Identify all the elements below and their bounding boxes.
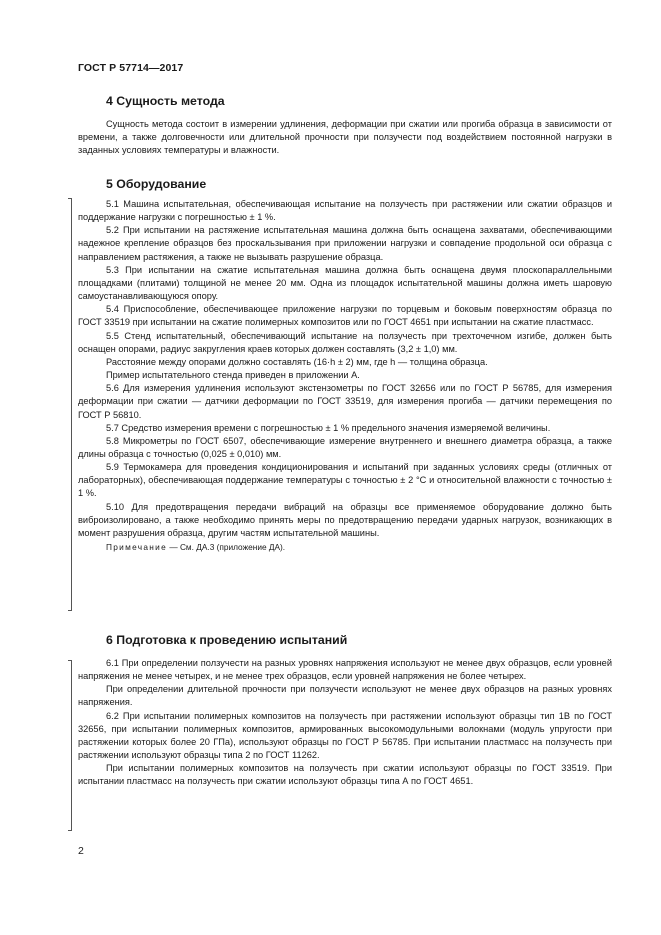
section-5-title: 5 Оборудование xyxy=(106,177,207,191)
clause-6-2-compression: При испытании полимерных композитов на ползучесть при сжатии используют образцы по ГОСТ 33519. При испытании пластмасс на ползучесть при сжатии используют образцы типа А по ГОСТ 4651. xyxy=(78,763,612,787)
clause-5-4: 5.4 Приспособление, обеспечивающее приложение нагрузки по торцевым и боковым поверхностям образца по ГОСТ 33519 при испытании на сжатие полимерных композитов или по ГОСТ 4651 при испытании на сжатие пластмасс. xyxy=(78,304,612,328)
document-header: ГОСТ Р 57714—2017 xyxy=(78,62,184,74)
section-4-text: Сущность метода состоит в измерении удлинения, деформации при сжатии или прогиба образца в зависимости от времени, а также долговечности или длительной прочности при ползучести под воздействием постоянной нагрузки в заданных условиях температуры и влажности. xyxy=(78,119,612,156)
clause-5-6: 5.6 Для измерения удлинения используют экстензометры по ГОСТ 32656 или по ГОСТ Р 56785, для измерения деформации при сжатии — датчики деформации по ГОСТ 33519, для измерения прогиба — датчики перемещения по ГОСТ Р 56810. xyxy=(78,383,612,420)
clause-5-5-spacing: Расстояние между опорами должно составлять (16·h ± 2) мм, где h — толщина образца. xyxy=(106,356,488,367)
note-text: — См. ДА.3 (приложение ДА). xyxy=(167,542,286,553)
change-bar-top-mark-2 xyxy=(68,660,72,661)
clause-5-5: 5.5 Стенд испытательный, обеспечивающий испытание на ползучесть при трехточечном изгибе, должен быть оснащен опорами, радиус закругления краев которых должен составлять (3,2 ± 1,0) мм. xyxy=(78,330,612,354)
change-bar-section-5 xyxy=(71,198,72,610)
change-bar-bottom-mark-2 xyxy=(68,830,72,831)
section-6 xyxy=(78,632,612,789)
clause-5-9: 5.9 Термокамера для проведения кондиционирования и испытаний при заданных условиях среды (отличных от лабораторных), обеспечивающая поддержание температуры с точностью ± 2 °С и относительной влажности с точностью ± 1 %. xyxy=(78,462,612,499)
clause-5-10: 5.10 Для предотвращения передачи вибраций на образцы все применяемое оборудование должно быть виброизолировано, а также необходимо принять меры по предотвращению передачи ударных нагрузок, возникающих в момент разрушения образца, другим частям испытательной машины. xyxy=(78,501,612,538)
clause-5-3: 5.3 При испытании на сжатие испытательная машина должна быть оснащена двумя плоскопараллельными площадками (плитами) толщиной не менее 20 мм. Одна из площадок испытательной машины должна иметь шаровую самоустанавливающуюся опору. xyxy=(78,264,612,302)
note xyxy=(78,541,612,554)
section-6-title: 6 Подготовка к проведению испытаний xyxy=(106,633,348,647)
section-4-title: 4 Сущность метода xyxy=(106,94,225,108)
clause-6-1: 6.1 При определении ползучести на разных уровнях напряжения используют не менее двух образцов, если уровней напряжения не менее четырех, и не менее трех образцов, если уровней напряжения не более четырех. xyxy=(78,658,612,682)
clause-5-8: 5.8 Микрометры по ГОСТ 6507, обеспечивающие измерение внутреннего и внешнего диаметра образца, а также длины образца с точностью (0,025 ± 0,010) мм. xyxy=(78,435,612,459)
clause-5-7: 5.7 Средство измерения времени с погрешностью ± 1 % предельного значения измеряемой величины. xyxy=(106,422,551,433)
clause-5-1: 5.1 Машина испытательная, обеспечивающая испытание на ползучесть при растяжении или сжатии образцов и поддержание нагрузки с погрешностью ± 1 %. xyxy=(78,199,612,223)
change-bar-bottom-mark xyxy=(68,610,72,611)
section-5 xyxy=(78,176,612,554)
clause-6-1-strength: При определении длительной прочности при ползучести используют не менее двух образцов на разных уровнях напряжения. xyxy=(78,684,612,708)
change-bar-section-6 xyxy=(71,660,72,830)
clause-5-5-example: Пример испытательного стенда приведен в приложении А. xyxy=(106,370,360,381)
clause-5-2: 5.2 При испытании на растяжение испытательная машина должна быть оснащена захватами, обеспечивающими надежное крепление образцов без проскальзывания при приложении нагрузки и совпадение продольной оси образца с направлением растяжения, а также не вызывать разрушение образца. xyxy=(78,225,612,262)
page-number: 2 xyxy=(78,845,84,857)
change-bar-top-mark xyxy=(68,198,72,199)
note-label: Примечание xyxy=(106,542,168,553)
clause-6-2: 6.2 При испытании полимерных композитов на ползучесть при растяжении используют образцы тип 1В по ГОСТ 32656, при испытании полимерных композитов, армированных высокомодульными волокнами (модуль упругости при растяжении которых более 20 ГПа), используют образцы по ГОСТ Р 56785. При испытании пластмасс на ползучесть при растяжении используют образцы типа 2 по ГОСТ 11262. xyxy=(78,710,612,761)
section-4 xyxy=(78,93,612,157)
